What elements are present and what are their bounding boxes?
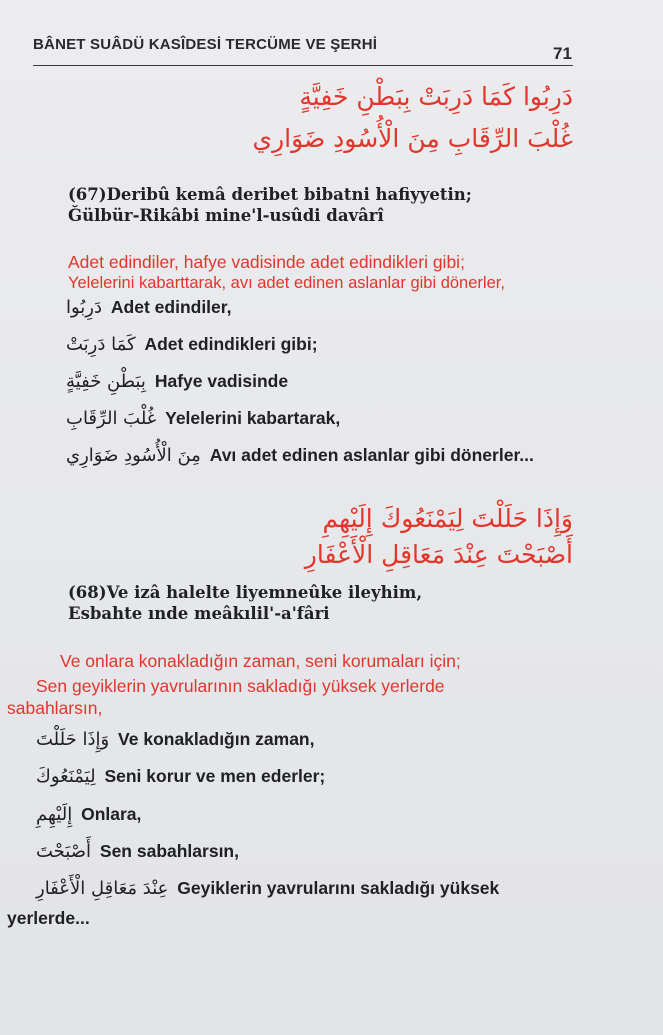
running-header-title: BÂNET SUÂDÜ KASÎDESİ TERCÜME VE ŞERHİ [33,36,378,53]
verse-67-gloss-4 [66,408,340,429]
gloss-turkish: Adet edindikleri gibi; [144,334,318,354]
verse-68-gloss-5-continuation: yerlerde... [7,908,90,928]
verse-67-gloss-5 [66,445,534,466]
gloss-arabic: مِنَ الْأُسُودِ ضَوَارِي [66,445,201,466]
verse-67-arabic-line-1: دَرِبُوا كَمَا دَرِبَتْ بِبَطْنِ خَفِيَّةٍ [299,82,573,111]
verse-67-gloss-1 [66,297,231,318]
verse-68-transliteration-line-1: (68)Ve izâ halelte liyemneûke ileyhim, [68,583,423,602]
gloss-turkish: Onlara, [81,804,142,824]
gloss-arabic: دَرِبُوا [66,297,103,318]
verse-67-gloss-2 [66,334,318,355]
verse-68-translation-line-3: sabahlarsın, [7,698,103,718]
gloss-turkish: Sen sabahlarsın, [99,841,239,861]
verse-68-arabic-line-1: وَإِذَا حَلَلْتَ لِيَمْنَعُوكَ إِلَيْهِمِ [322,504,573,533]
verse-68-gloss-3 [36,804,141,825]
verse-68-gloss-4 [36,841,239,862]
gloss-arabic: لِيَمْنَعُوكَ [36,766,96,787]
verse-68-gloss-2 [36,766,325,787]
page-number: 71 [553,44,572,63]
verse-68-gloss-5 [36,878,499,899]
gloss-arabic: عِنْدَ مَعَاقِلِ الْأَعْفَارِ [36,878,169,899]
gloss-turkish: Geyiklerin yavrularını sakladığı yüksek [177,878,500,898]
gloss-arabic: غُلْبَ الرِّقَابِ [66,408,157,429]
verse-67-translation-line-1: Adet edindiler, hafye vadisinde adet edindikleri gibi; [68,252,465,272]
verse-68-arabic-line-2: أَصْبَحْتَ عِنْدَ مَعَاقِلِ الْأَعْفَارِ [304,540,573,569]
gloss-turkish: Avı adet edinen aslanlar gibi dönerler... [209,445,534,465]
verse-68-translation-line-2: Sen geyiklerin yavrularının sakladığı yüksek yerlerde [36,676,445,696]
verse-67-gloss-3 [66,371,288,392]
header-divider [33,65,573,66]
verse-67-translation-line-2: Yelelerini kabarttarak, avı adet edinen aslanlar gibi dönerler, [68,274,505,292]
verse-67-transliteration-line-2: Ğülbür-Rikâbi mine'l-usûdi davârî [68,206,384,225]
verse-67-transliteration-line-1: (67)Deribû kemâ deribet bibatni hafiyyetin; [68,185,472,204]
gloss-turkish: Seni korur ve men ederler; [104,766,326,786]
gloss-turkish: Adet edindiler, [110,297,232,317]
gloss-turkish: Yelelerini kabartarak, [165,408,341,428]
gloss-turkish: Ve konakladığın zaman, [118,729,315,749]
gloss-arabic: كَمَا دَرِبَتْ [66,334,136,355]
gloss-arabic: بِبَطْنِ خَفِيَّةٍ [66,371,146,392]
gloss-arabic: إِلَيْهِمِ [36,804,73,825]
verse-68-gloss-1 [36,729,315,750]
gloss-turkish: Hafye vadisinde [154,371,289,391]
verse-68-transliteration-line-2: Esbahte ınde meâkılil'-a'fâri [68,604,330,623]
verse-67-arabic-line-2: غُلْبَ الرِّقَابِ مِنَ الْأُسُودِ ضَوَارِي [252,124,573,153]
verse-68-translation-line-1: Ve onlara konakladığın zaman, seni korumaları için; [60,651,461,671]
gloss-arabic: أَصْبَحْتَ [36,841,92,862]
gloss-arabic: وَإِذَا حَلَلْتَ [36,729,110,750]
